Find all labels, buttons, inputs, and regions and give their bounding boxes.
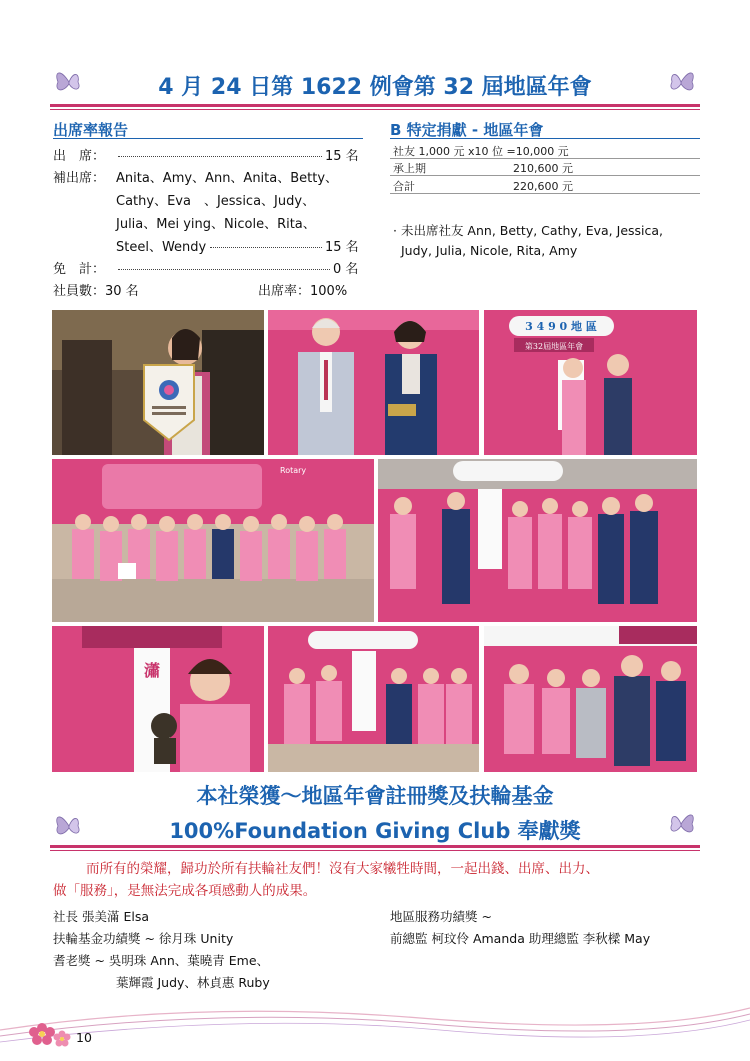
attendance-heading: 出席率報告	[53, 121, 129, 139]
attendance-rule	[53, 138, 363, 139]
makeup-value: 15 名	[325, 240, 359, 255]
donation-row-3-label: 合計	[393, 180, 415, 193]
present-value: 15 名	[325, 149, 359, 164]
senior-award-credit-2: 葉輝霞 Judy、林貞惠 Ruby	[116, 975, 270, 990]
award-title-line-1: 本社榮獲～地區年會註冊獎及扶輪基金	[196, 784, 554, 808]
present-label: 出 席：	[53, 149, 106, 164]
award-divider	[50, 845, 700, 848]
district-award-credit: 地區服務功績獎 ~	[390, 909, 492, 924]
thanks-line-1: 而所有的榮耀，歸功於所有扶輪社友們！沒有大家犧牲時間，一起出錢、出席、出力、	[86, 861, 599, 877]
photo-district-banner	[484, 310, 697, 455]
slogan-text: 瀟	[143, 661, 161, 680]
photo-thumbs-up	[484, 626, 697, 772]
donation-row-divider-2	[390, 175, 700, 176]
members-count: 社員數：30 名	[53, 284, 139, 299]
absent-members-line-2: Judy, Julia, Nicole, Rita, Amy	[401, 243, 578, 258]
butterfly-award-right-icon	[664, 806, 698, 840]
photo-group-right	[378, 459, 697, 622]
makeup-line-3: Julia、Mei ying、Nicole、Rita、	[116, 217, 316, 232]
photo-trophy-group	[268, 626, 479, 772]
exempt-label: 免 計：	[53, 262, 106, 277]
exempt-value: 0 名	[333, 262, 359, 277]
district-award-credit-2: 前總監 柯玟伶 Amanda 助理總監 李秋樑 May	[390, 931, 651, 946]
makeup-line-1: Anita、Amy、Ann、Anita、Betty、	[116, 171, 339, 186]
butterfly-right-icon	[664, 64, 698, 98]
award-title-line-2: 100%Foundation Giving Club 奉獻獎	[169, 819, 581, 843]
footer-wave-decoration	[0, 990, 750, 1061]
makeup-line-2: Cathy、Eva 、Jessica、Judy、	[116, 194, 316, 209]
exempt-dots	[118, 269, 330, 270]
absent-members-line-1: · 未出席社友 Ann, Betty, Cathy, Eva, Jessica,	[393, 223, 664, 238]
president-credit: 社長 張美滿 Elsa	[53, 909, 149, 924]
senior-award-credit: 耆老獎 ~ 吳明珠 Ann、葉曉青 Eme、	[53, 953, 270, 968]
donation-row-divider-1	[390, 158, 700, 159]
foundation-award-credit: 扶輪基金功績獎 ~ 徐月珠 Unity	[53, 931, 234, 946]
photo-group-left	[52, 459, 374, 622]
donation-row-2-value: 210,600 元	[513, 162, 573, 175]
rotary-logo-text: Rotary	[280, 466, 307, 475]
photo-trophy-pair	[268, 310, 479, 455]
photo-flag-holder	[52, 310, 264, 455]
attendance-rate: 出席率：100%	[258, 284, 348, 299]
makeup-dots	[210, 247, 322, 248]
page-number: 10	[76, 1030, 92, 1045]
donation-rule	[390, 138, 700, 139]
banner-3490-text: 3 4 9 0 地 區	[525, 320, 597, 333]
donation-row-2-label: 承上期	[393, 162, 426, 175]
title-divider-thin	[50, 109, 700, 110]
present-dots	[118, 156, 322, 157]
banner-32-text: 第32屆地區年會	[524, 342, 584, 351]
donation-row-1: 社友 1,000 元 x10 位 =10,000 元	[393, 145, 569, 158]
photo-bust-award	[52, 626, 264, 772]
thanks-line-2: 做「服務」，是無法完成各項感動人的成果。	[53, 883, 317, 899]
donation-heading: B 特定捐獻 - 地區年會	[390, 121, 544, 139]
donation-row-3-value: 220,600 元	[513, 180, 573, 193]
donation-row-divider-3	[390, 193, 700, 194]
award-divider-thin	[50, 850, 700, 851]
page-title: 4 月 24 日第 1622 例會第 32 屆地區年會	[158, 75, 592, 100]
title-divider	[50, 104, 700, 107]
makeup-label: 補出席：	[53, 171, 106, 186]
flower-icon	[28, 1018, 76, 1052]
makeup-line-4: Steel、Wendy	[116, 240, 207, 255]
